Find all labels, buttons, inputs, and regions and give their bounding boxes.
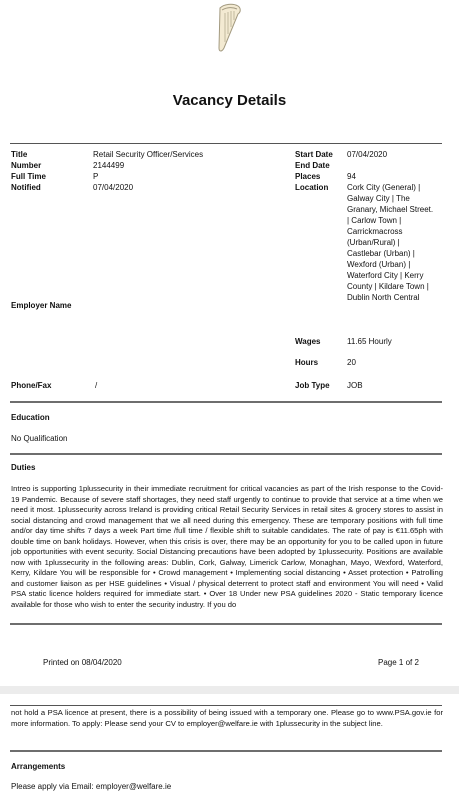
wages-value: 11.65 Hourly (347, 337, 392, 346)
wages-label: Wages (295, 337, 321, 346)
notified-value: 07/04/2020 (93, 183, 134, 192)
number-value: 2144499 (93, 161, 125, 170)
location-line: County | Kildare Town | (347, 282, 429, 291)
page-break (0, 686, 459, 694)
location-line: Wexford (Urban) | (347, 260, 411, 269)
places-label: Places (295, 172, 321, 181)
employer-name-label: Employer Name (11, 301, 72, 310)
phone-fax-value: / (95, 381, 98, 390)
arrangements-heading: Arrangements (11, 762, 66, 771)
location-line: | Carlow Town | (347, 216, 402, 225)
location-line: Galway City | The (347, 194, 410, 203)
start-date-label: Start Date (295, 150, 333, 159)
location-line: Cork City (General) | (347, 183, 421, 192)
header-rule (10, 143, 442, 144)
places-value: 94 (347, 172, 356, 181)
section-rule (10, 401, 442, 403)
full-time-value: P (93, 172, 99, 181)
section-rule (10, 750, 442, 752)
section-rule (10, 623, 442, 625)
section-rule (10, 705, 442, 706)
location-line: Waterford City | Kerry (347, 271, 424, 280)
location-line: Dublin North Central (347, 293, 420, 302)
education-heading: Education (11, 413, 50, 422)
duties-heading: Duties (11, 463, 36, 472)
end-date-label: End Date (295, 161, 330, 170)
location-line: (Urban/Rural) | (347, 238, 400, 247)
printed-date: Printed on 08/04/2020 (43, 658, 122, 667)
location-line: Carrickmacross (347, 227, 403, 236)
phone-fax-label: Phone/Fax (11, 381, 52, 390)
location-label: Location (295, 183, 329, 192)
duties-text: Intreo is supporting 1plussecurity in their immediate recruitment for critical vacancies as part of the Irish response to the Covid-19 Pandemic. Because of severe staff shortages, they need staff urgently to continue to provide that service at a time when we need it most. 1plussecurity across Ireland is providing critical Retail Security Services in retail sites & grocery stores to assist in social distancing and crowd management that we all need during this emergency. These are temporary positions with full time and/or day time shifts 7 days a week Part time /full time / flexible shift to suitable candidates. The rate of pay is €11.65ph with double time on bank holidays. However, when this crisis is over, there may be an opportunity for you to be called upon in future job opportunities with event security. Social Distancing precautions have been adopted by 1plussecurity. Positions are available now with 1plussecurity in the following areas: Dublin, Cork, Galway, Limerick Carlow, Monaghan, Mayo, Wexford, Waterford, Kerry, Kildare You will be responsible for • Crowd management • Implementing social distancing • Asset protection • Patrolling and customer liaison as per HSE guidelines • Visual / physical deterrent to protect staff and environment You will need • Valid PSA static licence holders required for immediate start. • Over 18 Under new PSA guidelines 2020 - Static temporary licence available for those who wish to enter the security industry. If you do (11, 484, 443, 609)
title-label: Title (11, 150, 28, 159)
job-type-value: JOB (347, 381, 363, 390)
hours-label: Hours (295, 358, 319, 367)
number-label: Number (11, 161, 42, 170)
hours-value: 20 (347, 358, 356, 367)
harp-crest-icon (213, 2, 243, 54)
page-title: Vacancy Details (172, 92, 287, 109)
section-rule (10, 453, 442, 455)
job-type-label: Job Type (295, 381, 330, 390)
title-value: Retail Security Officer/Services (93, 150, 204, 159)
full-time-label: Full Time (11, 172, 46, 181)
duties-text-continued: not hold a PSA licence at present, there is a possibility of being issued with a temporary one. Please go to www.PSA.gov.ie for more information. To apply: Please send your CV to employer@welfare.ie with 1plussecurity in the subject line. (11, 708, 443, 728)
arrangements-value: Please apply via Email: employer@welfare.ie (11, 782, 172, 791)
notified-label: Notified (11, 183, 41, 192)
page-number: Page 1 of 2 (378, 658, 419, 667)
location-line: Granary, Michael Street. (347, 205, 434, 214)
page-two (0, 694, 459, 799)
start-date-value: 07/04/2020 (347, 150, 388, 159)
education-value: No Qualification (11, 434, 68, 443)
location-line: Castlebar (Urban) | (347, 249, 415, 258)
